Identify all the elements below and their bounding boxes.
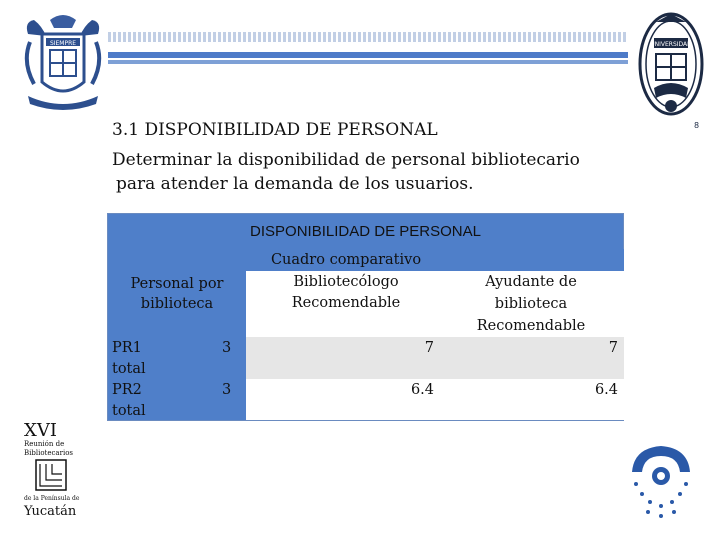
staff-availability-table xyxy=(107,213,624,421)
header-decoration xyxy=(108,22,628,50)
col2-header-line-3: Recomendable xyxy=(476,318,586,334)
row-pr2-count: 3 xyxy=(222,382,232,398)
col1-header-line-1: Bibliotecólogo xyxy=(293,274,399,290)
header-rule-thin xyxy=(108,60,628,64)
row-pr1-col2-value: 7 xyxy=(608,340,618,356)
paragraph-line-1: Determinar la disponibilidad de personal bibliotecario xyxy=(112,150,580,170)
coat-of-arms-ribbon: SIEMPRE xyxy=(49,40,77,47)
header-rule xyxy=(108,52,628,58)
coat-of-arms-icon xyxy=(20,12,106,112)
paragraph-line-2: para atender la demanda de los usuarios. xyxy=(116,174,474,194)
row-pr1-col1-value: 7 xyxy=(424,340,434,356)
event-logo-line-4: Yucatán xyxy=(24,504,77,518)
coat-of-arms-logo xyxy=(20,12,106,112)
event-logo-icon xyxy=(22,420,92,518)
section-heading: 3.1 DISPONIBILIDAD DE PERSONAL xyxy=(112,120,438,140)
row-pr2-col2-value: 6.4 xyxy=(594,382,618,398)
event-logo xyxy=(22,420,92,518)
row-pr1-label-line-2: total xyxy=(112,361,146,377)
university-seal-icon xyxy=(636,8,706,130)
event-logo-line-2: Bibliotecarios xyxy=(24,449,73,457)
row-pr1-label-line-1: PR1 xyxy=(112,340,142,356)
row-pr2-col1-value: 6.4 xyxy=(410,382,434,398)
row-header-label-line-2: biblioteca xyxy=(140,296,214,312)
section-paragraph xyxy=(112,148,612,196)
col1-header-line-2: Recomendable xyxy=(291,295,401,311)
dotted-circle-logo-icon xyxy=(628,444,694,520)
event-logo-line-1: Reunión de xyxy=(24,440,65,448)
row-pr1-count: 3 xyxy=(222,340,232,356)
row-pr2-label-line-1: PR2 xyxy=(112,382,142,398)
col2-header-line-1: Ayudante de xyxy=(485,274,577,290)
header-dashes xyxy=(108,32,628,42)
col2-header-line-2: biblioteca xyxy=(494,296,568,312)
dotted-circle-logo xyxy=(628,444,694,520)
row-pr2-label-line-2: total xyxy=(112,403,146,419)
university-seal-logo xyxy=(636,8,706,130)
seal-text: UNIVERSIDAD xyxy=(650,41,692,48)
row-header-label-line-1: Personal por xyxy=(130,276,224,292)
event-logo-line-3: de la Península de xyxy=(24,495,80,502)
table-title: DISPONIBILIDAD DE PERSONAL xyxy=(108,214,623,249)
svg-text:8: 8 xyxy=(694,121,700,130)
event-logo-title: XVI xyxy=(24,420,57,441)
table-subtitle: Cuadro comparativo xyxy=(270,252,422,268)
